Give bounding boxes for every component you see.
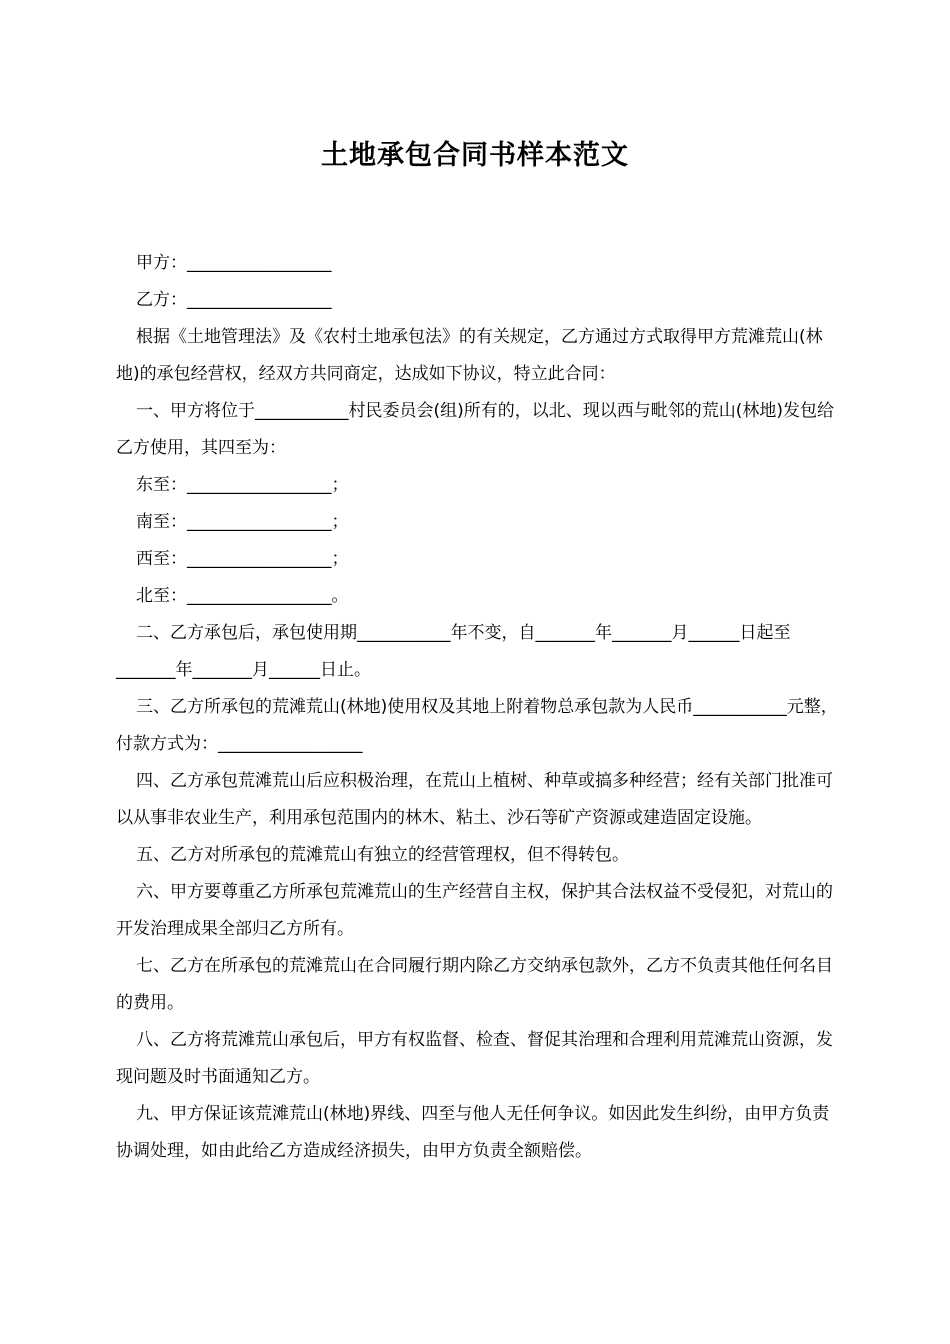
party-a-line: 甲方：_________________: [136, 253, 332, 273]
boundary-east: 东至：_________________；: [136, 475, 349, 495]
clause-8: 八、乙方将荒滩荒山承包后，甲方有权监督、检查、督促其治理和合理利用荒滩荒山资源，发现问题及时书面通知乙方。: [116, 1030, 833, 1087]
boundary-south: 南至：_________________；: [136, 512, 349, 532]
contract-body: [116, 245, 838, 1170]
clause-5: 五、乙方对所承包的荒滩荒山有独立的经营管理权，但不得转包。: [136, 845, 629, 865]
document-title: 土地承包合同书样本范文: [321, 140, 629, 171]
preamble-paragraph: 根据《土地管理法》及《农村土地承包法》的有关规定，乙方通过方式取得甲方荒滩荒山(林地)的承包经营权，经双方共同商定，达成如下协议，特立此合同：: [116, 327, 823, 384]
boundary-north: 北至：_________________。: [136, 586, 349, 606]
clause-4: 四、乙方承包荒滩荒山后应积极治理，在荒山上植树、种草或搞多种经营；经有关部门批准可以从事非农业生产，利用承包范围内的林木、粘土、沙石等矿产资源或建造固定设施。: [116, 771, 833, 828]
party-b-line: 乙方：_________________: [136, 290, 332, 310]
boundary-west: 西至：_________________；: [136, 549, 349, 569]
clause-3: 三、乙方所承包的荒滩荒山(林地)使用权及其地上附着物总承包款为人民币___________元整，付款方式为：_________________: [116, 697, 838, 754]
clause-9: 九、甲方保证该荒滩荒山(林地)界线、四至与他人无任何争议。如因此发生纠纷，由甲方负责协调处理，如由此给乙方造成经济损失，由甲方负责全额赔偿。: [116, 1104, 830, 1161]
clause-2: 二、乙方承包后，承包使用期___________年不变，自_______年_______月______日起至_______年_______月______日止。: [116, 623, 791, 680]
clause-6: 六、甲方要尊重乙方所承包荒滩荒山的生产经营自主权，保护其合法权益不受侵犯，对荒山的开发治理成果全部归乙方所有。: [116, 882, 833, 939]
clause-1: 一、甲方将位于___________村民委员会(组)所有的，以北、现以西与毗邻的荒山(林地)发包给乙方使用，其四至为：: [116, 401, 835, 458]
clause-7: 七、乙方在所承包的荒滩荒山在合同履行期内除乙方交纳承包款外，乙方不负责其他任何名目的费用。: [116, 956, 833, 1013]
